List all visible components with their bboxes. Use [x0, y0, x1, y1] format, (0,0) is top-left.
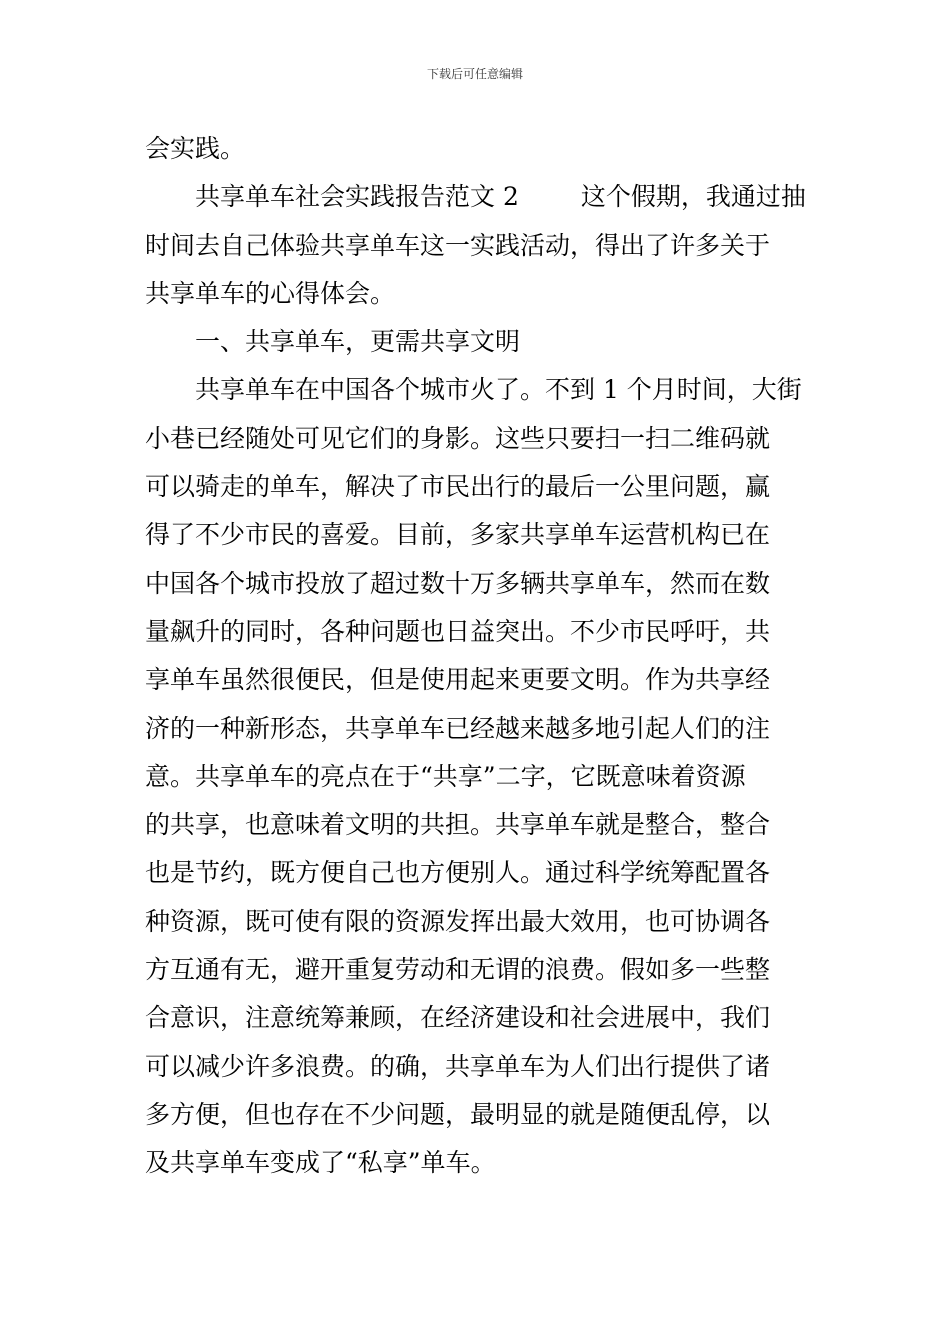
text-line: 合意识，注意统筹兼顾，在经济建设和社会进展中，我们	[145, 1003, 771, 1033]
text-line: 方互通有无，避开重复劳动和无谓的浪费。假如多一些整	[145, 955, 771, 985]
text-line: 也是节约，既方便自己也方便别人。通过科学统筹配置各	[145, 858, 771, 888]
text-line: 共享单车在中国各个城市火了。不到 1 个月时间，大街	[195, 375, 802, 405]
text-line: 的共享，也意味着文明的共担。共享单车就是整合，整合	[145, 810, 771, 840]
paragraph-start: 这个假期，我通过抽	[580, 182, 806, 212]
text-line: 中国各个城市投放了超过数十万多辆共享单车，然而在数	[145, 568, 771, 598]
text-line: 得了不少市民的喜爱。目前，多家共享单车运营机构已在	[145, 520, 771, 550]
text-line: 小巷已经随处可见它们的身影。这些只要扫一扫二维码就	[145, 423, 771, 453]
text-line: 可以减少许多浪费。的确，共享单车为人们出行提供了诸	[145, 1051, 771, 1081]
text-line: 济的一种新形态，共享单车已经越来越多地引起人们的注	[145, 713, 771, 743]
text-line: 享单车虽然很便民，但是使用起来更要文明。作为共享经	[145, 665, 771, 695]
page-header: 下载后可任意编辑	[426, 67, 523, 81]
text-line: 时间去自己体验共享单车这一实践活动，得出了许多关于	[145, 230, 771, 260]
section-heading: 一、共享单车，更需共享文明	[195, 327, 521, 357]
text-line: 意。共享单车的亮点在于“共享”二字，它既意味着资源	[145, 761, 746, 791]
text-line: 量飙升的同时，各种问题也日益突出。不少市民呼吁，共	[145, 616, 771, 646]
section-title: 共享单车社会实践报告范文 2	[195, 182, 519, 212]
document-body	[145, 125, 810, 1188]
text-line: 种资源，既可使有限的资源发挥出最大效用，也可协调各	[145, 906, 771, 936]
text-line	[145, 173, 810, 221]
text-line: 可以骑走的单车，解决了市民出行的最后一公里问题，赢	[145, 472, 771, 502]
text-line: 会实践。	[145, 134, 246, 163]
text-line: 及共享单车变成了“私享”单车。	[145, 1148, 496, 1178]
text-line: 多方便，但也存在不少问题，最明显的就是随便乱停，以	[145, 1099, 771, 1129]
text-line: 共享单车的心得体会。	[145, 278, 396, 308]
